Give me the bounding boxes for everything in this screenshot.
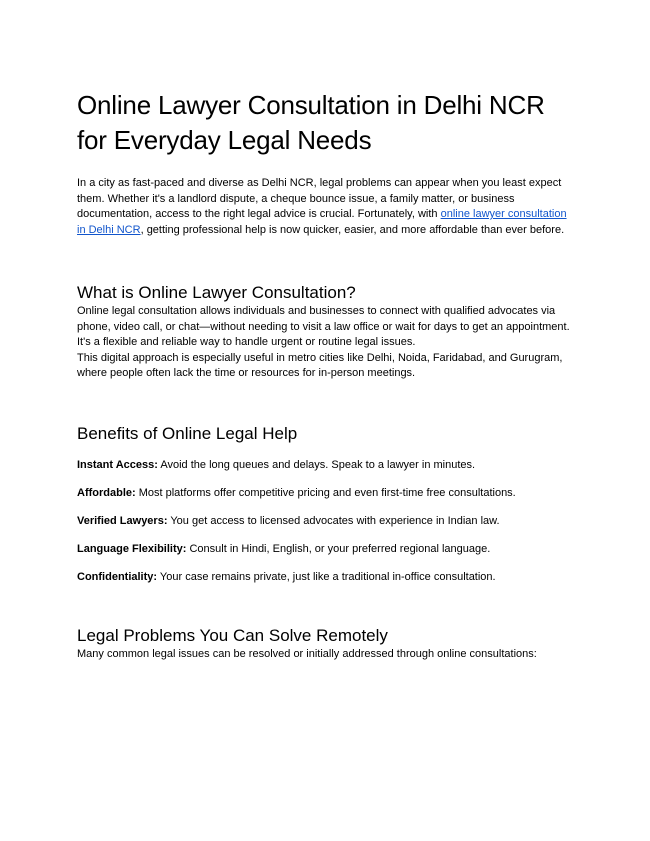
document-title: Online Lawyer Consultation in Delhi NCR for Everyday Legal Needs <box>77 90 545 155</box>
benefit-item <box>77 486 577 502</box>
intro-paragraph <box>77 176 577 238</box>
benefit-label: Confidentiality: <box>77 570 158 583</box>
problems-paragraph: Many common legal issues can be resolved or initially addressed through online consultations: <box>77 648 537 660</box>
benefit-label: Instant Access: <box>77 458 158 471</box>
benefit-label: Verified Lawyers: <box>77 514 168 527</box>
section-heading-what: What is Online Lawyer Consultation? <box>77 283 356 302</box>
document-page <box>77 88 577 663</box>
benefit-item <box>77 514 577 530</box>
benefit-text: Your case remains private, just like a traditional in-office consultation. <box>157 570 496 583</box>
benefit-label: Language Flexibility: <box>77 542 187 555</box>
benefit-item <box>77 542 577 558</box>
benefit-text: Most platforms offer competitive pricing and even first-time free consultations. <box>135 486 516 499</box>
benefit-text: Avoid the long queues and delays. Speak to a lawyer in minutes. <box>157 458 476 471</box>
what-paragraph-1: Online legal consultation allows individuals and businesses to connect with qualified advocates via phone, video call, or chat—without needing to visit a law office or wait for days to get an appointment. It's a flexible and reliable way to handle urgent or routine legal issues. <box>77 305 570 348</box>
section-heading-benefits: Benefits of Online Legal Help <box>77 423 298 443</box>
intro-text-after-link: , getting professional help is now quicker, easier, and more affordable than ever before. <box>140 223 565 236</box>
benefits-list <box>77 458 577 586</box>
what-paragraph-2: This digital approach is especially useful in metro cities like Delhi, Noida, Faridabad, and Gurugram, where people often lack the time or resources for in-person meetings. <box>77 351 563 379</box>
benefit-item <box>77 458 577 474</box>
section-heading-problems: Legal Problems You Can Solve Remotely <box>77 626 388 645</box>
intro-text-before-link: In a city as fast-paced and diverse as Delhi NCR, legal problems can appear when you least expect them. Whether it's a landlord dispute, a cheque bounce issue, a family matter, or business documentation, access to the right legal advice is crucial. Fortunately, with <box>77 177 562 220</box>
benefit-label: Affordable: <box>77 486 136 499</box>
benefit-text: Consult in Hindi, English, or your preferred regional language. <box>186 542 491 555</box>
benefit-text: You get access to licensed advocates with experience in Indian law. <box>167 514 500 527</box>
benefit-item <box>77 570 577 586</box>
consultation-link[interactable]: online lawyer consultation in Delhi NCR <box>77 208 567 236</box>
